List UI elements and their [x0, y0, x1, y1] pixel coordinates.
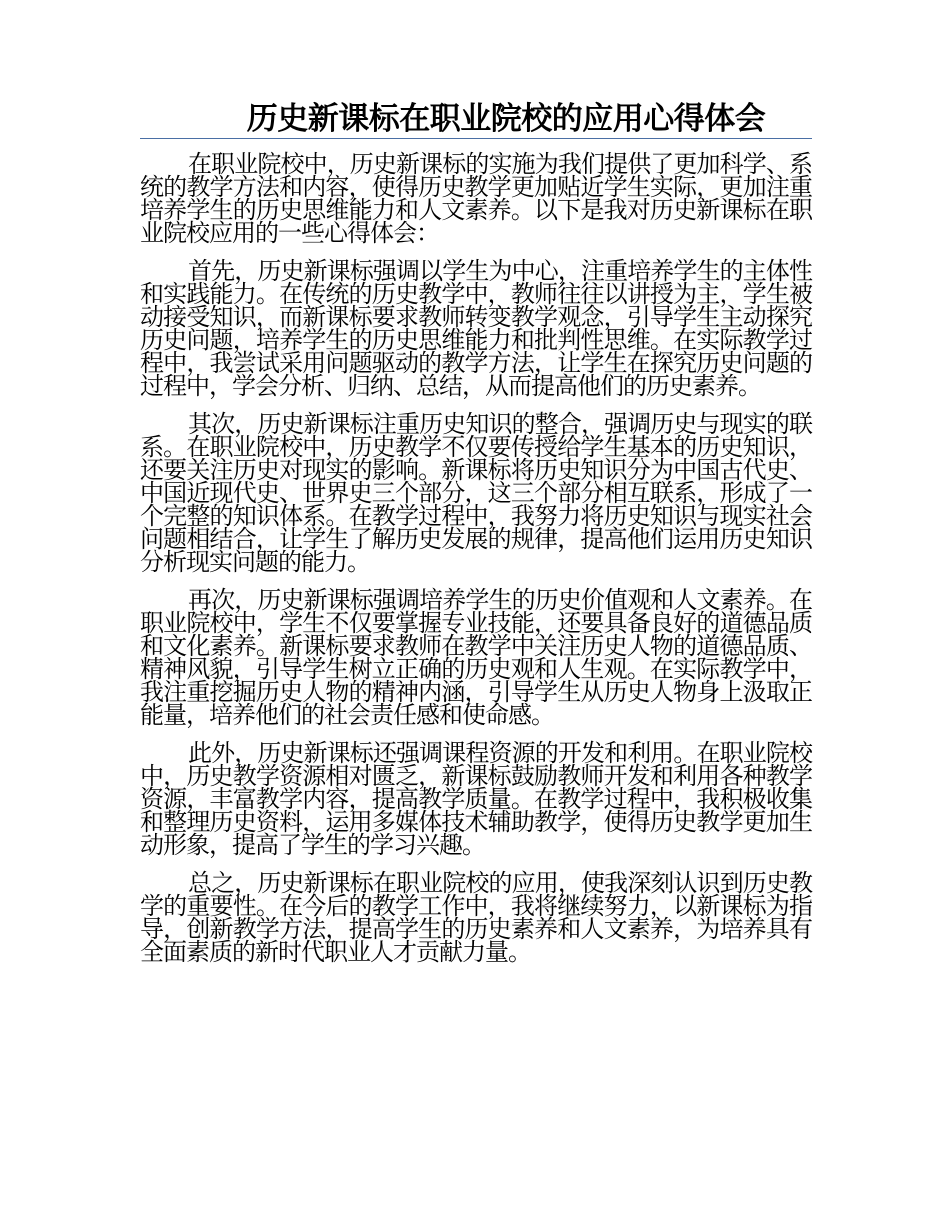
- paragraph-additionally: 此外，历史新课标还强调课程资源的开发和利用。在职业院校中，历史教学资源相对匮乏，新课标鼓励教师开发和利用各种教学资源，丰富教学内容，提高教学质量。在教学过程中，我积极收集和整理历史资料，运用多媒体技术辅助教学，使得历史教学更加生动形象，提高了学生的学习兴趣。: [140, 739, 812, 859]
- document-page: [140, 100, 812, 979]
- document-body: [140, 150, 812, 966]
- paragraph-second: 其次，历史新课标注重历史知识的整合，强调历史与现实的联系。在职业院校中，历史教学不仅要传授给学生基本的历史知识，还要关注历史对现实的影响。新课标将历史知识分为中国古代史、中国近现代史、世界史三个部分，这三个部分相互联系，形成了一个完整的知识体系。在教学过程中，我努力将历史知识与现实社会问题相结合，让学生了解历史发展的规律，提高他们运用历史知识分析现实问题的能力。: [140, 410, 812, 576]
- paragraph-first: 首先，历史新课标强调以学生为中心，注重培养学生的主体性和实践能力。在传统的历史教学中，教师往往以讲授为主，学生被动接受知识，而新课标要求教师转变教学观念，引导学生主动探究历史问题，培养学生的历史思维能力和批判性思维。在实际教学过程中，我尝试采用问题驱动的教学方法，让学生在探究历史问题的过程中，学会分析、归纳、总结，从而提高他们的历史素养。: [140, 257, 812, 400]
- paragraph-intro: 在职业院校中，历史新课标的实施为我们提供了更加科学、系统的教学方法和内容，使得历史教学更加贴近学生实际，更加注重培养学生的历史思维能力和人文素养。以下是我对历史新课标在职业院校应用的一些心得体会：: [140, 150, 812, 247]
- document-title: 历史新课标在职业院校的应用心得体会: [246, 101, 766, 137]
- title-underline: [140, 138, 812, 139]
- paragraph-conclusion: 总之，历史新课标在职业院校的应用，使我深刻认识到历史教学的重要性。在今后的教学工作中，我将继续努力，以新课标为指导，创新教学方法，提高学生的历史素养和人文素养，为培养具有全面素质的新时代职业人才贡献力量。: [140, 869, 812, 966]
- paragraph-third: 再次，历史新课标强调培养学生的历史价值观和人文素养。在职业院校中，学生不仅要掌握专业技能，还要具备良好的道德品质和文化素养。新课标要求教师在教学中关注历史人物的道德品质、精神风貌，引导学生树立正确的历史观和人生观。在实际教学中，我注重挖掘历史人物的精神内涵，引导学生从历史人物身上汲取正能量，培养他们的社会责任感和使命感。: [140, 586, 812, 729]
